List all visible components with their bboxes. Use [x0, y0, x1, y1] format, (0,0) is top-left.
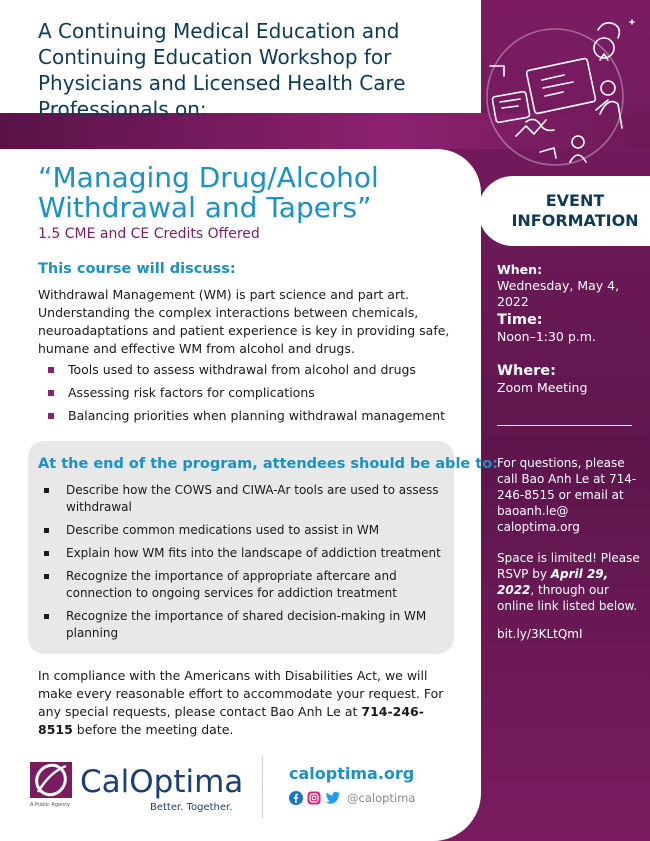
side-divider: [497, 425, 632, 426]
where-label: Where:: [497, 363, 556, 379]
time-value: Noon–1:30 p.m.: [497, 329, 596, 344]
website-link[interactable]: caloptima.org: [289, 764, 415, 783]
rsvp-date: April 29, 2022: [497, 567, 609, 597]
twitter-icon[interactable]: [325, 791, 341, 805]
footer-divider: [262, 756, 263, 818]
social-handle: @caloptima: [347, 791, 416, 805]
when-label: When:: [497, 262, 543, 277]
time-block: [497, 311, 642, 345]
bullet-icon: [48, 390, 54, 396]
caloptima-logo: [30, 760, 245, 820]
list-item: Balancing priorities when planning withdrawal management: [48, 407, 468, 425]
list-item: Tools used to assess withdrawal from alcohol and drugs: [48, 361, 468, 379]
contact-phone: 714-246-8515: [38, 704, 424, 737]
logo-name: CalOptima: [80, 764, 244, 800]
rsvp-after: , through our online link listed below.: [497, 583, 638, 613]
social-row: [289, 791, 415, 805]
discuss-intro: Withdrawal Management (WM) is part science and part art. Understanding the complex interactions between chemicals, neuroadaptations and patient experience is key in providing safe, humane and effective WM from alcohol and drugs.: [38, 287, 450, 356]
compliance-text: In compliance with the Americans with Disabilities Act, we will make every reasonable effort to accommodate your request. For any special requests, please contact Bao Anh Le at 714-246-8515 before the meeting date.: [38, 668, 444, 737]
bullet-icon: [44, 551, 49, 556]
bullet-icon: [48, 367, 54, 373]
objectives-heading: At the end of the program, attendees should be able to:: [38, 456, 498, 472]
when-value: Wednesday, May 4, 2022: [497, 278, 620, 309]
credits-text: 1.5 CME and CE Credits Offered: [38, 226, 260, 242]
bullet-icon: [44, 528, 49, 533]
rsvp-before: Space is limited! Please RSVP by: [497, 551, 640, 581]
list-item: Recognize the importance of shared decision-making in WM planning: [38, 608, 448, 642]
bullet-icon: [44, 574, 49, 579]
header-title: A Continuing Medical Education and Continuing Education Workshop for Physicians and Licensed Health Care Professionals on:: [38, 19, 406, 121]
rsvp-link[interactable]: bit.ly/3KLtQmI: [497, 627, 583, 641]
discuss-heading: This course will discuss:: [38, 261, 236, 277]
list-item: Assessing risk factors for complications: [48, 384, 468, 402]
teaching-illustration-icon: [480, 2, 650, 172]
when-block: [497, 262, 642, 310]
list-item: Describe how the COWS and CIWA-Ar tools are used to assess withdrawal: [38, 482, 448, 516]
bullet-icon: [48, 413, 54, 419]
event-tab-line1: EVENT: [545, 191, 605, 210]
questions-text: For questions, please call Bao Anh Le at 714-246-8515 or email at baoanh.le@ caloptima.org: [497, 456, 637, 534]
event-tab-line2: INFORMATION: [511, 211, 639, 230]
list-item: Explain how WM fits into the landscape of addiction treatment: [38, 545, 448, 562]
list-item: Recognize the importance of appropriate aftercare and connection to ongoing services for addiction treatment: [38, 568, 448, 602]
rsvp-text: [497, 550, 642, 614]
objectives-list: [38, 482, 448, 648]
event-information-tab: [478, 176, 650, 246]
bullet-icon: [44, 488, 49, 493]
header-card: [0, 0, 481, 121]
where-block: [497, 362, 642, 396]
logo-agency: A Public Agency: [30, 802, 70, 808]
facebook-icon[interactable]: [289, 791, 303, 805]
course-title: “Managing Drug/Alcohol Withdrawal and Tapers”: [38, 161, 379, 224]
bullet-icon: [44, 614, 49, 619]
time-label: Time:: [497, 312, 543, 328]
instagram-icon[interactable]: [307, 791, 321, 805]
where-value: Zoom Meeting: [497, 380, 588, 395]
list-item: Describe common medications used to assist in WM: [38, 522, 448, 539]
logo-tagline: Better. Together.: [150, 802, 233, 813]
discuss-list: [48, 361, 468, 430]
